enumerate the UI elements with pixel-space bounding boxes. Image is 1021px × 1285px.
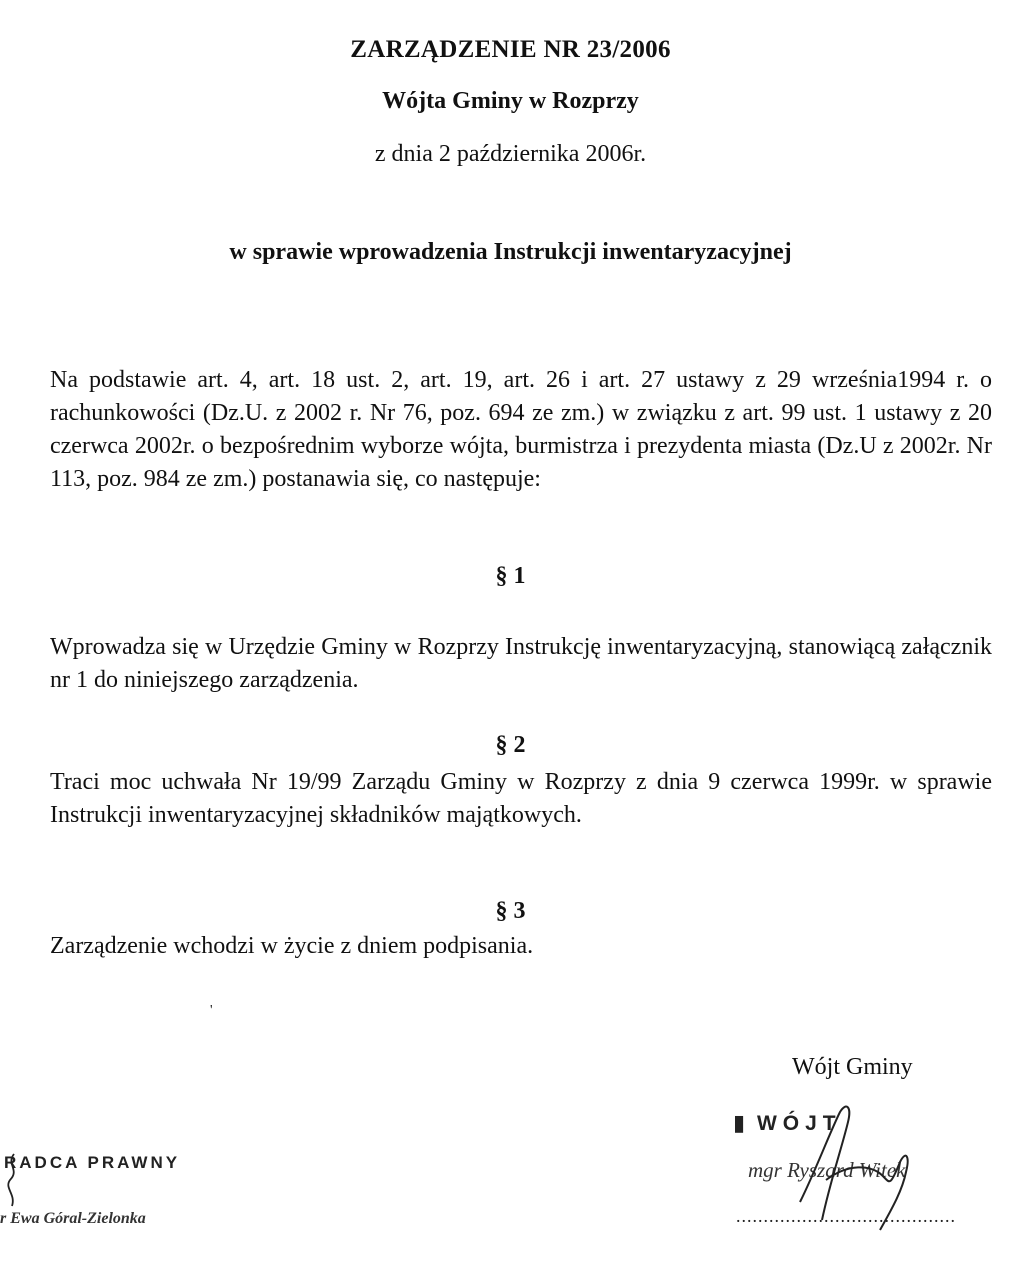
- document-subject: w sprawie wprowadzenia Instrukcji inwentaryzacyjnej: [229, 239, 792, 265]
- signatory-name: mgr Ryszard Witek: [748, 1158, 906, 1182]
- signature-stamp-text: WÓJT: [756, 1112, 842, 1135]
- signature-line: ........................................: [736, 1206, 956, 1226]
- section-2-heading: § 2: [495, 732, 526, 758]
- section-2-text: Traci moc uchwała Nr 19/99 Zarządu Gminy w Rozprzy z dnia 9 czerwca 1999r. w sprawie Instrukcji inwentaryzacyjnej składników majątkowych.: [50, 769, 992, 828]
- legal-basis-paragraph: Na podstawie art. 4, art. 18 ust. 2, art. 19, art. 26 i art. 27 ustawy z 29 września1994 r. o rachunkowości (Dz.U. z 2002 r. Nr 76, poz. 694 ze zm.) w związku z art. 99 ust. 1 ustawy z 20 czerwca 2002r. o bezpośrednim wyborze wójta, burmistrza i prezydenta miasta (Dz.U z 2002r. Nr 113, poz. 984 ze zm.) postanawia się, co następuje:: [50, 367, 992, 492]
- section-3-text: Zarządzenie wchodzi w życie z dniem podpisania.: [50, 933, 534, 959]
- section-3-heading: § 3: [495, 898, 526, 924]
- signature-stamp: ▮ WÓJT: [733, 1110, 842, 1135]
- document-issuer: Wójta Gminy w Rozprzy: [382, 88, 639, 114]
- section-1-text: Wprowadza się w Urzędzie Gminy w Rozprzy Instrukcję inwentaryzacyjną, stanowiącą załącznik nr 1 do niniejszego zarządzenia.: [50, 634, 992, 693]
- section-1-heading: § 1: [495, 563, 526, 589]
- document-title: ZARZĄDZENIE NR 23/2006: [350, 36, 671, 63]
- legal-advisor-stamp: RADCA PRAWNY: [4, 1153, 181, 1172]
- legal-advisor-name: r Ewa Góral-Zielonka: [0, 1210, 146, 1227]
- stray-mark: ': [210, 1003, 213, 1018]
- signature-title: Wójt Gminy: [792, 1054, 913, 1080]
- document-date: z dnia 2 października 2006r.: [374, 141, 647, 167]
